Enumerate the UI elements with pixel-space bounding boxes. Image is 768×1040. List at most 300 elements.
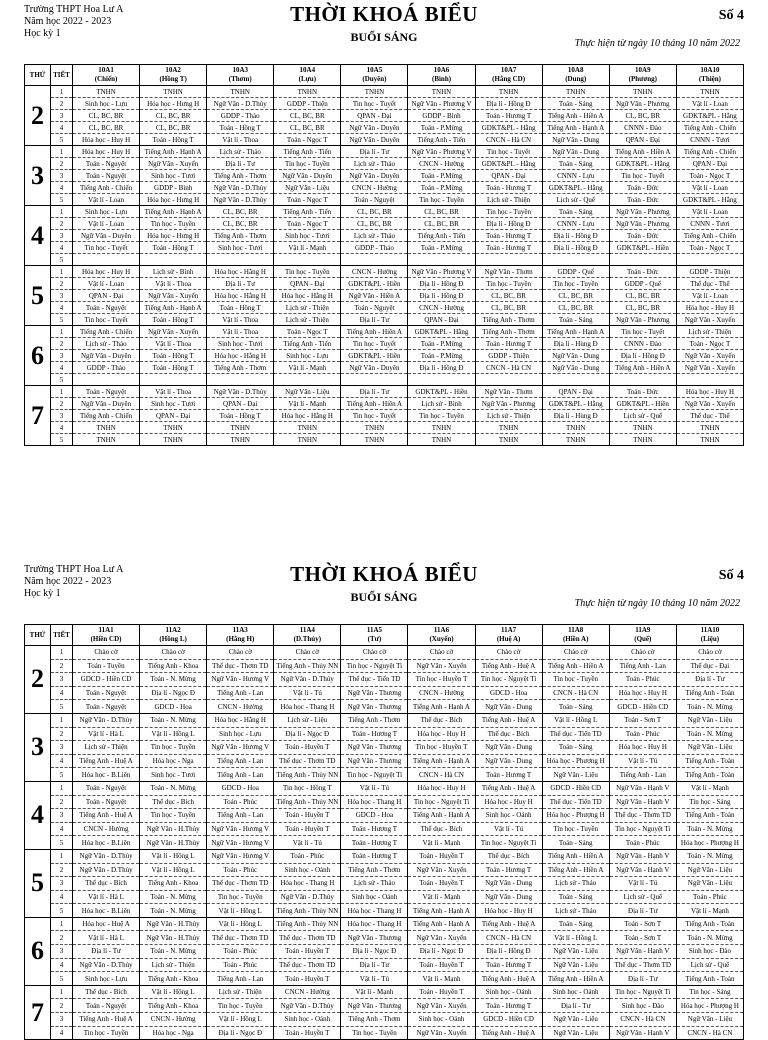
period-number: 4	[51, 754, 73, 768]
lesson-cell: Thể dục - Tiến TD	[542, 795, 609, 809]
lesson-cell: Ngữ Văn - Hạnh V	[609, 795, 676, 809]
lesson-cell: TNHN	[140, 434, 207, 446]
lesson-cell: Sinh học - Tươi	[140, 398, 207, 410]
lesson-cell: TNHN	[274, 434, 341, 446]
lesson-cell: Tiếng Anh - Thủy NN	[274, 904, 341, 918]
lesson-cell: Tin học - Tuyền	[408, 194, 475, 206]
lesson-cell: CNCN - Hà CN	[676, 1026, 743, 1040]
lesson-cell: CL, BC, BR	[207, 218, 274, 230]
table-row	[25, 290, 744, 302]
lesson-cell: Toán - Hồng T	[207, 410, 274, 422]
lesson-cell: Hóa học - Thang H	[274, 877, 341, 891]
lesson-cell: QPAN - Đại	[408, 314, 475, 326]
lesson-cell	[676, 374, 743, 386]
lesson-cell: Địa lí - Hồng Đ	[408, 362, 475, 374]
lesson-cell: Vật lí - Thoa	[140, 278, 207, 290]
class-column-header	[542, 625, 609, 646]
lesson-cell: TNHN	[207, 422, 274, 434]
lesson-cell: Tiếng Anh - Chiến	[73, 326, 140, 338]
lesson-cell: CL, BC, BR	[140, 110, 207, 122]
lesson-cell: GDKT&PL - Hằng	[542, 398, 609, 410]
effective-date: Thực hiện từ ngày 10 tháng 10 năm 2022	[574, 38, 740, 49]
lesson-cell: Ngữ Văn - Thương	[341, 754, 408, 768]
lesson-cell: Vật lí - Mạnh	[676, 781, 743, 795]
lesson-cell: Tiếng Anh - Chiến	[73, 182, 140, 194]
class-column-header	[676, 65, 743, 86]
lesson-cell: Toán - Ngọc T	[274, 134, 341, 146]
lesson-cell: Tiếng Anh - Chiến	[676, 146, 743, 158]
lesson-cell: Toán - Huyền T	[274, 809, 341, 823]
lesson-cell: CNCN - Hường	[341, 266, 408, 278]
homeroom-teacher: (Thơm)	[228, 75, 252, 83]
lesson-cell: TNHN	[274, 86, 341, 98]
lesson-cell: GDDP - Thảo	[341, 242, 408, 254]
lesson-cell: TNHN	[676, 86, 743, 98]
lesson-cell: Toán - Hương T	[475, 110, 542, 122]
lesson-cell: Hóa học - Hằng H	[207, 713, 274, 727]
lesson-cell: TNHN	[408, 86, 475, 98]
lesson-cell: Toán - Phúc	[207, 945, 274, 959]
table-row	[25, 700, 744, 714]
class-column-header	[609, 65, 676, 86]
lesson-cell: Tin học - Tuyền	[542, 673, 609, 687]
lesson-cell: Ngữ Văn - Xuyến	[676, 362, 743, 374]
lesson-cell: Ngữ Văn - D.Thủy	[73, 958, 140, 972]
lesson-cell: Tin học - Nguyệt Ti	[609, 985, 676, 999]
table-row	[25, 1013, 744, 1027]
table-row	[25, 1026, 744, 1040]
session-label: BUỔI SÁNG	[350, 590, 418, 604]
table-row	[25, 302, 744, 314]
lesson-cell: Ngữ Văn - Liệu	[542, 945, 609, 959]
lesson-cell: Địa lí - Tư	[207, 158, 274, 170]
lesson-cell: Thể dục - Bích	[140, 795, 207, 809]
lesson-cell: CL, BC, BR	[609, 110, 676, 122]
lesson-cell: Vật lí - Loan	[73, 278, 140, 290]
lesson-cell: Sinh học - Tươi	[207, 338, 274, 350]
lesson-cell: Chào cờ	[676, 646, 743, 660]
lesson-cell: Hóa học - Huệ A	[73, 917, 140, 931]
lesson-cell: Tiếng Anh - Huệ A	[475, 781, 542, 795]
day-column-header: THỨ	[25, 625, 51, 646]
lesson-cell: GDKT&PL - Hằng	[676, 110, 743, 122]
table-row	[25, 218, 744, 230]
table-row	[25, 374, 744, 386]
lesson-cell: Lịch sử - Bình	[140, 266, 207, 278]
lesson-cell	[475, 254, 542, 266]
lesson-cell: Tin học - Tuyền	[475, 278, 542, 290]
lesson-cell: Chào cờ	[274, 646, 341, 660]
class-column-header	[609, 625, 676, 646]
lesson-cell: Toán - Huyền T	[274, 741, 341, 755]
period-column-header: TIẾT	[51, 625, 73, 646]
lesson-cell: Toán - Hương T	[341, 836, 408, 850]
lesson-cell: Tiếng Anh - Hạnh A	[140, 146, 207, 158]
period-number: 2	[51, 931, 73, 945]
period-number: 3	[51, 809, 73, 823]
document-number: Số 4	[718, 8, 744, 23]
lesson-cell: GDKT&PL - Hằng	[408, 326, 475, 338]
period-number: 3	[51, 945, 73, 959]
lesson-cell: Tiếng Anh - Chiến	[73, 410, 140, 422]
lesson-cell: Thể dục - Tiến TD	[542, 727, 609, 741]
lesson-cell: Sinh học - Lựu	[207, 727, 274, 741]
lesson-cell: Ngữ Văn - Thương	[341, 741, 408, 755]
lesson-cell: Tiếng Anh - Huệ A	[73, 1013, 140, 1027]
lesson-cell: Tiếng Anh - Thơm	[207, 362, 274, 374]
table-row	[25, 972, 744, 986]
lesson-cell: Vật lí - Tú	[609, 877, 676, 891]
weekday-label: 4	[25, 781, 51, 849]
document-title: THỜI KHOÁ BIỂU	[290, 562, 478, 586]
lesson-cell: Vật lí - Tú	[475, 822, 542, 836]
lesson-cell: CNCN - Hà CN	[475, 931, 542, 945]
lesson-cell: Toán - Sáng	[542, 314, 609, 326]
homeroom-teacher: (Duyên)	[362, 75, 387, 83]
lesson-cell: Lịch sử - Thiện	[676, 326, 743, 338]
lesson-cell: Ngữ Văn - Xuyến	[140, 290, 207, 302]
lesson-cell: CNCN - Hường	[408, 302, 475, 314]
lesson-cell: Hóa học - Phượng H	[542, 809, 609, 823]
lesson-cell: Ngữ Văn - Hương V	[207, 822, 274, 836]
lesson-cell: Tiếng Anh - Thủy NN	[274, 917, 341, 931]
lesson-cell: Tiếng Anh - Thủy NN	[274, 768, 341, 782]
lesson-cell: CNCN - Hà CN	[542, 686, 609, 700]
lesson-cell: Địa lí - Ngọc Đ	[408, 945, 475, 959]
lesson-cell: GDCD - Hiền CD	[542, 781, 609, 795]
lesson-cell: Vật lí - Thoa	[207, 134, 274, 146]
period-number: 1	[51, 781, 73, 795]
lesson-cell: Ngữ Văn - Hạnh V	[609, 945, 676, 959]
period-number: 3	[51, 230, 73, 242]
lesson-cell: Tiếng Anh - Hạnh A	[140, 302, 207, 314]
lesson-cell: Thể dục - Thơm TD	[207, 659, 274, 673]
lesson-cell: Vật lí - Hồng L	[207, 1013, 274, 1027]
period-number: 3	[51, 170, 73, 182]
lesson-cell: Tiếng Anh - Lan	[207, 754, 274, 768]
lesson-cell: Toán - Phúc	[207, 958, 274, 972]
lesson-cell: Tin học - Tuyền	[140, 809, 207, 823]
class-code: 11A7	[501, 626, 517, 634]
table-row	[25, 659, 744, 673]
weekday-label: 5	[25, 849, 51, 917]
lesson-cell: QPAN - Đại	[274, 278, 341, 290]
lesson-cell: GDKT&PL - Hằng	[676, 194, 743, 206]
lesson-cell: Thể dục - Bích	[408, 713, 475, 727]
lesson-cell: Ngữ Văn - D.Thủy	[207, 386, 274, 398]
lesson-cell: GDCD - Hoa	[140, 700, 207, 714]
table-row	[25, 741, 744, 755]
lesson-cell: Toán - P.Mừng	[408, 182, 475, 194]
lesson-cell: Địa lí - Tư	[609, 904, 676, 918]
lesson-cell: Vật lí - Loan	[73, 194, 140, 206]
lesson-cell: Ngữ Văn - Dung	[542, 146, 609, 158]
lesson-cell: Ngữ Văn - Thơm	[475, 386, 542, 398]
period-number: 4	[51, 242, 73, 254]
day-column-header: THỨ	[25, 65, 51, 86]
class-column-header	[73, 65, 140, 86]
homeroom-teacher: (Hằng H)	[226, 635, 255, 643]
lesson-cell: Tiếng Anh - Hiền A	[542, 849, 609, 863]
period-number: 5	[51, 836, 73, 850]
table-row	[25, 931, 744, 945]
lesson-cell: Ngữ Văn - Liệu	[676, 863, 743, 877]
period-number: 1	[51, 266, 73, 278]
homeroom-teacher: (Lựu)	[298, 75, 317, 83]
lesson-cell: Hóa học - Hằng H	[207, 266, 274, 278]
table-row	[25, 422, 744, 434]
lesson-cell: CNNN - Lựu	[542, 218, 609, 230]
school-year: Năm học 2022 - 2023	[24, 16, 112, 27]
lesson-cell: Toán - Hương T	[475, 863, 542, 877]
table-row	[25, 338, 744, 350]
lesson-cell: Toán - Phúc	[609, 836, 676, 850]
period-number: 5	[51, 434, 73, 446]
lesson-cell: Ngữ Văn - Phương	[609, 218, 676, 230]
weekday-label: 4	[25, 206, 51, 266]
lesson-cell: Toán - Nguyệt	[341, 194, 408, 206]
lesson-cell: Ngữ Văn - Liệu	[274, 182, 341, 194]
period-number: 2	[51, 158, 73, 170]
lesson-cell: Toán - N. Mừng	[140, 945, 207, 959]
lesson-cell: Địa lí - Hồng Đ	[609, 350, 676, 362]
class-column-header	[73, 625, 140, 646]
period-number: 2	[51, 218, 73, 230]
lesson-cell: Toán - Nguyệt	[73, 700, 140, 714]
lesson-cell: Địa lí - Tư	[341, 146, 408, 158]
lesson-cell: Tiếng Anh - Hiền A	[542, 972, 609, 986]
lesson-cell: Hóa học - Hưng H	[140, 98, 207, 110]
lesson-cell: Vật lí - Loan	[676, 290, 743, 302]
lesson-cell: QPAN - Đại	[542, 386, 609, 398]
lesson-cell: Tiếng Anh - Huệ A	[475, 972, 542, 986]
lesson-cell: Vật lí - Hồng L	[207, 917, 274, 931]
period-number: 3	[51, 410, 73, 422]
document-number: Số 4	[718, 568, 744, 583]
lesson-cell: Toán - Phúc	[207, 795, 274, 809]
class-code: 11A6	[433, 626, 450, 634]
lesson-cell: Tiếng Anh - Tiến	[274, 146, 341, 158]
lesson-cell: Địa lí - Hồng Đ	[542, 242, 609, 254]
class-code: 10A2	[165, 66, 181, 74]
period-number: 1	[51, 713, 73, 727]
lesson-cell: CNCN - Hường	[341, 182, 408, 194]
period-number: 2	[51, 338, 73, 350]
lesson-cell: Hóa học - Huy H	[676, 386, 743, 398]
period-number: 4	[51, 182, 73, 194]
lesson-cell: Toán - Sơn T	[609, 931, 676, 945]
lesson-cell	[341, 374, 408, 386]
lesson-cell: TNHN	[73, 422, 140, 434]
period-number: 3	[51, 110, 73, 122]
class-code: 10A8	[567, 66, 584, 74]
lesson-cell: Ngữ Văn - Duyên	[341, 122, 408, 134]
table-row	[25, 686, 744, 700]
lesson-cell: CL, BC, BR	[73, 110, 140, 122]
period-number: 5	[51, 134, 73, 146]
lesson-cell: Ngữ Văn - Xuyến	[140, 326, 207, 338]
lesson-cell	[408, 254, 475, 266]
lesson-cell: Hóa học - Hưng H	[140, 230, 207, 242]
lesson-cell: CL, BC, BR	[408, 206, 475, 218]
lesson-cell: Tiếng Anh - Huệ A	[475, 659, 542, 673]
lesson-cell: Sinh học - Đào	[676, 945, 743, 959]
lesson-cell: GDKT&PL - Hiền	[609, 398, 676, 410]
lesson-cell: Vật lí - Thoa	[140, 338, 207, 350]
lesson-cell: Chào cờ	[140, 646, 207, 660]
lesson-cell: Toán - P.Mừng	[408, 122, 475, 134]
lesson-cell: Tiếng Anh - Hạnh A	[408, 754, 475, 768]
lesson-cell: Tin học - Tuyết	[609, 170, 676, 182]
lesson-cell: Thể dục - Thơm TD	[609, 958, 676, 972]
lesson-cell: Toán - Phúc	[609, 727, 676, 741]
lesson-cell: Sinh học - Tươi	[274, 230, 341, 242]
table-row	[25, 170, 744, 182]
lesson-cell: CNNN - Lựu	[542, 170, 609, 182]
period-number: 5	[51, 768, 73, 782]
lesson-cell: Toán - Nguyệt	[73, 795, 140, 809]
weekday-label: 6	[25, 326, 51, 386]
timetable-sheet	[0, 560, 768, 1037]
lesson-cell: Địa lí - Tư	[609, 972, 676, 986]
lesson-cell: Ngữ Văn - D.Thủy	[207, 98, 274, 110]
lesson-cell: Ngữ Văn - D.Thủy	[274, 999, 341, 1013]
period-number: 4	[51, 422, 73, 434]
period-number: 1	[51, 206, 73, 218]
period-number: 3	[51, 877, 73, 891]
lesson-cell: TNHN	[207, 86, 274, 98]
lesson-cell	[542, 254, 609, 266]
lesson-cell: Tin học - Tuyền	[274, 158, 341, 170]
timetable-sheet	[0, 0, 768, 444]
lesson-cell: Tin học - Tuyền	[73, 1026, 140, 1040]
lesson-cell: Vật lí - Hồng L	[542, 713, 609, 727]
lesson-cell: Hóa học - Huy H	[676, 302, 743, 314]
document-title: THỜI KHOÁ BIỂU	[290, 2, 478, 26]
lesson-cell: GDKT&PL - Hằng	[609, 158, 676, 170]
lesson-cell: Tiếng Anh - Lan	[609, 768, 676, 782]
lesson-cell: GDDP - Thảo	[207, 110, 274, 122]
lesson-cell: CNCN - Hường	[140, 1013, 207, 1027]
lesson-cell: Ngữ Văn - Xuyến	[408, 659, 475, 673]
lesson-cell: Tiếng Anh - Huệ A	[73, 809, 140, 823]
lesson-cell: Toán - Hồng T	[140, 362, 207, 374]
period-number: 3	[51, 741, 73, 755]
period-number: 2	[51, 98, 73, 110]
lesson-cell: Toán - Phúc	[609, 673, 676, 687]
lesson-cell: Tin học - Tuyết	[341, 338, 408, 350]
table-row	[25, 754, 744, 768]
lesson-cell: Vật lí - Loan	[676, 98, 743, 110]
lesson-cell: TNHN	[274, 422, 341, 434]
lesson-cell: Tin học - Tuyết	[341, 98, 408, 110]
period-number: 3	[51, 290, 73, 302]
lesson-cell: Ngữ Văn - Phương V	[408, 146, 475, 158]
period-number: 1	[51, 985, 73, 999]
lesson-cell: Toán - Nguyệt	[73, 158, 140, 170]
lesson-cell: GDKT&PL - Hiền	[341, 278, 408, 290]
class-column-header	[341, 65, 408, 86]
lesson-cell: Sinh học - Oánh	[274, 863, 341, 877]
lesson-cell: Vật lí - Tú	[274, 836, 341, 850]
lesson-cell: Tin học - Hồng T	[274, 781, 341, 795]
lesson-cell	[475, 374, 542, 386]
class-code: 11A10	[700, 626, 720, 634]
class-column-header	[676, 625, 743, 646]
lesson-cell: Toán - N. Mừng	[140, 781, 207, 795]
lesson-cell: TNHN	[341, 86, 408, 98]
lesson-cell: CNCN - Hường	[408, 686, 475, 700]
lesson-cell: Ngữ Văn - Hạnh V	[609, 1026, 676, 1040]
class-column-header	[274, 625, 341, 646]
lesson-cell: Hóa học - B.Liên	[73, 836, 140, 850]
lesson-cell: Tin học - Tuyền	[408, 410, 475, 422]
period-number: 1	[51, 86, 73, 98]
lesson-cell: Tiếng Anh - Hiền A	[542, 110, 609, 122]
lesson-cell: Toán - Sáng	[542, 836, 609, 850]
lesson-cell: GDKT&PL - Hằng	[475, 122, 542, 134]
lesson-cell: Toán - Sáng	[542, 741, 609, 755]
lesson-cell: Vật lí - Loan	[73, 218, 140, 230]
lesson-cell: CNCN - Hà CN	[475, 362, 542, 374]
lesson-cell: Toán - Huyền T	[274, 822, 341, 836]
lesson-cell: Ngữ Văn - Phương V	[408, 266, 475, 278]
class-column-header	[207, 625, 274, 646]
table-row	[25, 146, 744, 158]
period-number: 1	[51, 646, 73, 660]
lesson-cell: CL, BC, BR	[140, 122, 207, 134]
lesson-cell: Ngữ Văn - Hương V	[207, 741, 274, 755]
homeroom-teacher: (Liệu)	[700, 635, 720, 643]
school-term: Học kỳ 1	[24, 588, 61, 599]
lesson-cell: Sinh học - Oánh	[341, 890, 408, 904]
lesson-cell: Ngữ Văn - Dung	[475, 741, 542, 755]
lesson-cell: Tiếng Anh - Hiền A	[341, 398, 408, 410]
lesson-cell: Tiếng Anh - Hạnh A	[408, 917, 475, 931]
lesson-cell: Hóa học - Huy H	[609, 686, 676, 700]
lesson-cell: Toán - Nguyệt	[73, 686, 140, 700]
lesson-cell: Tiếng Anh - Huệ A	[475, 917, 542, 931]
lesson-cell: Chào cờ	[408, 646, 475, 660]
homeroom-teacher: (Hồng T)	[159, 75, 187, 83]
lesson-cell: Tiếng Anh - Thơm	[475, 314, 542, 326]
lesson-cell: Vật lí - Hà L	[73, 931, 140, 945]
lesson-cell: Toán - Sáng	[542, 98, 609, 110]
lesson-cell: Hóa học - Huy H	[73, 146, 140, 158]
weekday-label: 2	[25, 86, 51, 146]
class-header-row	[25, 625, 744, 646]
period-number: 2	[51, 278, 73, 290]
lesson-cell: GDDP - Bình	[408, 110, 475, 122]
lesson-cell: Thể dục - Bích	[73, 985, 140, 999]
session-label: BUỔI SÁNG	[350, 30, 418, 44]
lesson-cell: Tin học - Tuyền	[475, 206, 542, 218]
timetable-grid	[24, 64, 744, 446]
class-code: 10A5	[366, 66, 383, 74]
lesson-cell: Thể dục - Đại	[676, 659, 743, 673]
lesson-cell: Tiếng Anh - Hiền A	[609, 146, 676, 158]
lesson-cell: Toán - Hương T	[341, 727, 408, 741]
lesson-cell: Tiếng Anh - Hạnh A	[542, 122, 609, 134]
lesson-cell: Lịch sử - Thiện	[274, 314, 341, 326]
weekday-label: 5	[25, 266, 51, 326]
lesson-cell: Sinh học - Tươi	[140, 170, 207, 182]
lesson-cell: Ngữ Văn - Dung	[542, 134, 609, 146]
lesson-cell: Tiếng Anh - Tiến	[408, 134, 475, 146]
lesson-cell: Toán - Hương T	[475, 999, 542, 1013]
lesson-cell: Toán - Hương T	[475, 338, 542, 350]
lesson-cell: Vật lí - Tú	[341, 972, 408, 986]
